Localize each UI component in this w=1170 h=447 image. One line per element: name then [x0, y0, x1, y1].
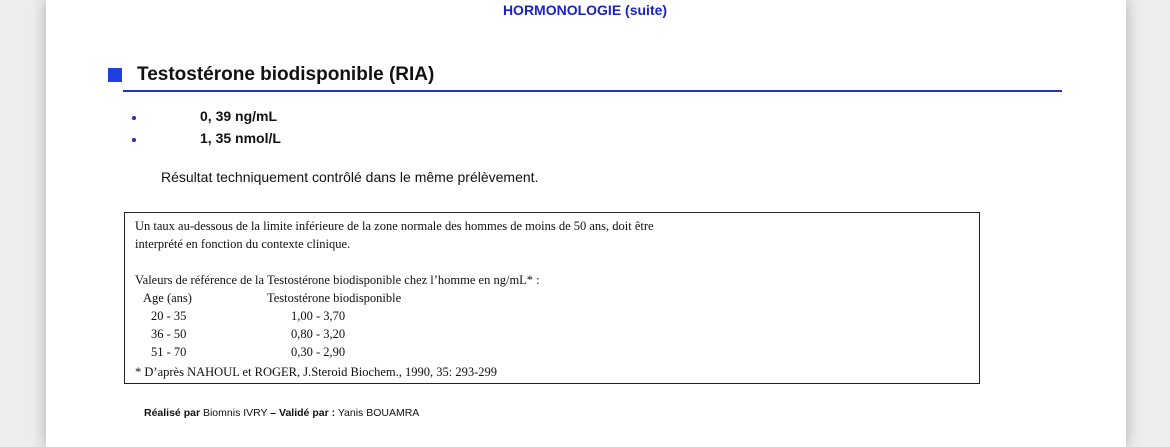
section-marker-icon: [108, 68, 122, 82]
section-divider: [123, 90, 1062, 92]
footer-separator: –: [270, 407, 277, 419]
reference-col-age-header: Age (ans): [143, 291, 192, 305]
result-item-ngml: [130, 108, 530, 126]
page-header-title: HORMONOLOGIE (suite): [502, 2, 668, 18]
reference-source: * D’après NAHOUL et ROGER, J.Steroid Biochem., 1990, 35: 293-299: [135, 365, 497, 379]
result-item-nmoll: [130, 130, 530, 148]
reference-col-value-header: Testostérone biodisponible: [267, 291, 402, 305]
reference-values-box: [124, 212, 980, 384]
reference-row-age: 51 - 70: [151, 345, 187, 359]
reference-intro-line: interprété en fonction du contexte clinique.: [135, 237, 351, 251]
bullet-icon: [132, 138, 136, 142]
reference-row-age: 20 - 35: [151, 309, 187, 323]
reference-intro-line: Un taux au-dessous de la limite inférieure de la zone normale des hommes de moins de 50 ans, doit être: [135, 219, 654, 233]
technical-control-note: Résultat techniquement contrôlé dans le même prélèvement.: [161, 169, 539, 185]
reference-row-range: 0,30 - 2,90: [291, 345, 346, 359]
validated-by-label: Validé par :: [279, 407, 336, 419]
done-by-value: Biomnis IVRY: [202, 407, 268, 419]
bullet-icon: [132, 116, 136, 120]
reference-row-range: 0,80 - 3,20: [291, 327, 346, 341]
done-by-label: Réalisé par: [144, 407, 201, 419]
reference-row-age: 36 - 50: [151, 327, 187, 341]
reference-row-range: 1,00 - 3,70: [291, 309, 346, 323]
signature-footer: [144, 407, 419, 419]
validated-by-value: Yanis BOUAMRA: [337, 407, 420, 419]
result-value: 1, 35 nmol/L: [200, 130, 281, 146]
section-title: Testostérone biodisponible (RIA): [137, 64, 435, 85]
result-value: 0, 39 ng/mL: [200, 108, 278, 124]
reference-heading: Valeurs de référence de la Testostérone biodisponible chez l’homme en ng/mL* :: [135, 273, 540, 287]
